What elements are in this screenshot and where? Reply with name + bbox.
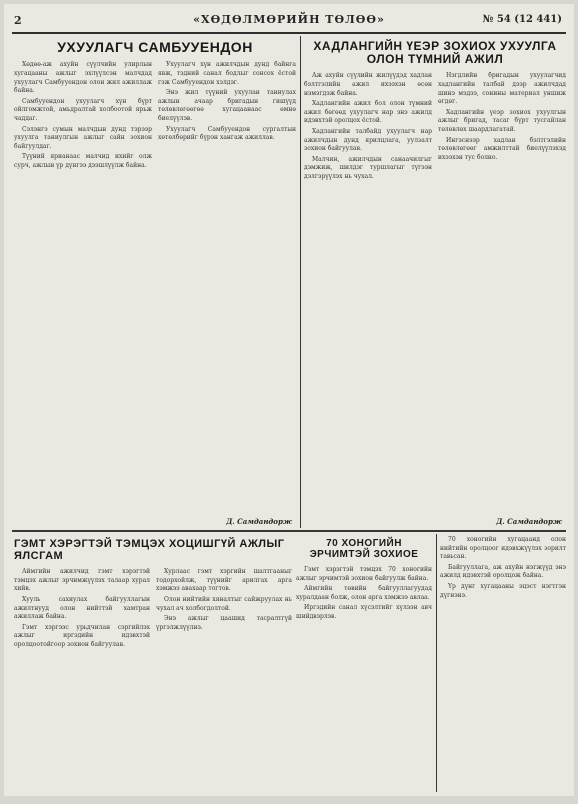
paragraph: Аймгийн төвийн байгууллагуудад хуралдаан болж, олон арга хэмжээ авлаа.: [296, 585, 432, 601]
article-70-days: [296, 536, 432, 792]
paragraph: Самбууендон ухуулагч хүн бүрт ойлгомжтой, амьдралтай холбоотой ярьж чаддаг.: [14, 97, 152, 122]
paragraph: Энэ ажлыг цаашид тасралтгүй үргэлжлүүлнэ.: [156, 615, 292, 631]
newspaper-page: [4, 4, 574, 796]
paragraph: Нэгдлийн бригадын ухуулагчид хадлангийн талбай дээр ажилчдад шинэ мэдээ, сонины материал уншиж өгдөг.: [438, 72, 566, 106]
paragraph: Хурлаас гэмт хэргийн шалтгааныг тодорхойлж, түүнийг арилгах арга хэмжээ авахаар тогтов.: [156, 568, 292, 593]
paragraph: Олон нийтийн хяналтыг сайжруулах нь чухал ач холбогдолтой.: [156, 595, 292, 612]
article-agitator: [14, 38, 296, 528]
paragraph: Сэлэнгэ сумын малчдын дунд тэрээр ухуулга таниулгын ажлыг сайн зохион байгуулдаг.: [14, 125, 152, 150]
article-signature: Д. Самдандорж: [496, 517, 562, 526]
paragraph: Хууль сахиулах байгууллагын ажилтнууд олон нийттэй хамтран ажиллаж байна.: [14, 595, 150, 621]
section-divider: [12, 530, 566, 532]
paragraph: Түүний ярианаас малчид ихийг олж сурч, ажлын үр дүнгээ дээшлүүлж байна.: [14, 153, 152, 169]
article-column: [304, 72, 432, 183]
article-headline: ХАДЛАНГИЙН ҮЕЭР ЗОХИОХ УХУУЛГА ОЛОН ТҮМНИЙ АЖИЛ: [313, 39, 557, 67]
paragraph: Гэмт хэрэгтэй тэмцэх 70 хоногийн ажлыг эрчимтэй зохион байгуулж байна.: [296, 566, 432, 582]
article-column: [14, 568, 150, 651]
paragraph: Ингэснээр хадлан бэлтгэлийн төлөвлөгөөг амжилттай биелүүлэхэд ихээхэн тус болно.: [438, 136, 566, 161]
newspaper-name: «ХӨДӨЛМӨРИЙН ТӨЛӨӨ»: [193, 13, 385, 26]
article-headline: ГЭМТ ХЭРЭГТЭЙ ТЭМЦЭХ ХОЦИШГҮЙ АЖЛЫГ ЯЛСГАМ: [14, 538, 285, 563]
article-column: [296, 566, 432, 624]
issue-number: № 54 (12 441): [482, 14, 562, 25]
column-divider: [436, 534, 437, 792]
paragraph: Гэмт хэргээс урьдчилан сэргийлэх ажлыг иргэдийн идэвхтэй оролцоотойгоор зохион байгуулав.: [14, 623, 150, 648]
paragraph: Хадлангийн үеэр зохиох ухуулгын ажлыг бригад, тасаг бүрт тусгайлан төлөвлөх шаардлагатай.: [438, 108, 566, 133]
paragraph: Аж ахуйн сүүлийн жилүүдэд хадлан бэлтгэлийн ажил ихээхэн өсөн нэмэгдэж байна.: [304, 72, 432, 97]
article-haymaking: [304, 38, 566, 528]
page-number: 2: [14, 14, 22, 27]
article-crime-fight: [14, 536, 292, 792]
column-divider: [300, 36, 301, 528]
paragraph: Иргэдийн санал хүсэлтийг хүлээн авч шийдвэрлэв.: [296, 604, 432, 620]
article-headline: 70 ХОНОГИЙН ЭРЧИМТЭЙ ЗОХИОЕ: [309, 538, 419, 560]
article-continuation: [440, 536, 566, 792]
paragraph: Хөдөө-аж ахуйн сүүлчийн улирлын хугацааны ажлыг эхлүүлсэн малчдад ухуулагч Самбууендон олон жил ажиллаж байна.: [14, 61, 152, 95]
article-signature: Д. Самдандорж: [226, 517, 292, 526]
paragraph: Хадлангийн талбайд ухуулагч нар ажилчдын дунд ярилцлага, уулзалт зохион байгуулав.: [304, 127, 432, 153]
paragraph: Энэ жил түүний ухуулан таниулах ажлын ачаар бригадын гишүүд төлөвлөгөөгөө хугацаанаас өмнө биелүүлэв.: [158, 89, 296, 122]
article-headline: УХУУЛАГЧ САМБУУЕНДОН: [57, 39, 253, 55]
article-column: [156, 568, 292, 651]
paragraph: Аймгийн ажилчид гэмт хэрэгтэй тэмцэх ажлыг эрчимжүүлэх талаар хурал хийв.: [14, 568, 150, 593]
paragraph: 70 хоногийн хугацаанд олон нийтийн оролцоог идэвхжүүлэх зорилт тавьсан.: [440, 536, 566, 561]
paragraph: Үр дүнг хугацааны эцэст нэгтгэн дүгнэнэ.: [440, 582, 566, 599]
paragraph: Ухуулагч Самбууендон сургалтын хөтөлбөрийг бүрэн хангаж ажиллав.: [158, 125, 296, 142]
paragraph: Байгууллага, аж ахуйн нэгжүүд энэ ажилд идэвхтэй оролцож байна.: [440, 563, 566, 580]
masthead: [12, 10, 566, 34]
article-column: [438, 72, 566, 183]
paragraph: Ухуулагч хүн ажилчдын дунд байнга явж, тэдний санал бодлыг сонсох ёстой гэж Самбууендон хэлдэг.: [158, 61, 296, 86]
article-column: [14, 61, 152, 172]
paragraph: Хадлангийн ажил бол олон түмний ажил бөгөөд ухуулагч нар энэ ажилд идэвхтэй оролцох ёстой.: [304, 100, 432, 125]
paragraph: Малчин, ажилчдын санаачилгыг дэмжиж, шилдэг туршлагыг түгээн дэлгэрүүлэх нь чухал.: [304, 155, 432, 180]
article-column: [440, 536, 566, 602]
article-column: [158, 61, 296, 172]
